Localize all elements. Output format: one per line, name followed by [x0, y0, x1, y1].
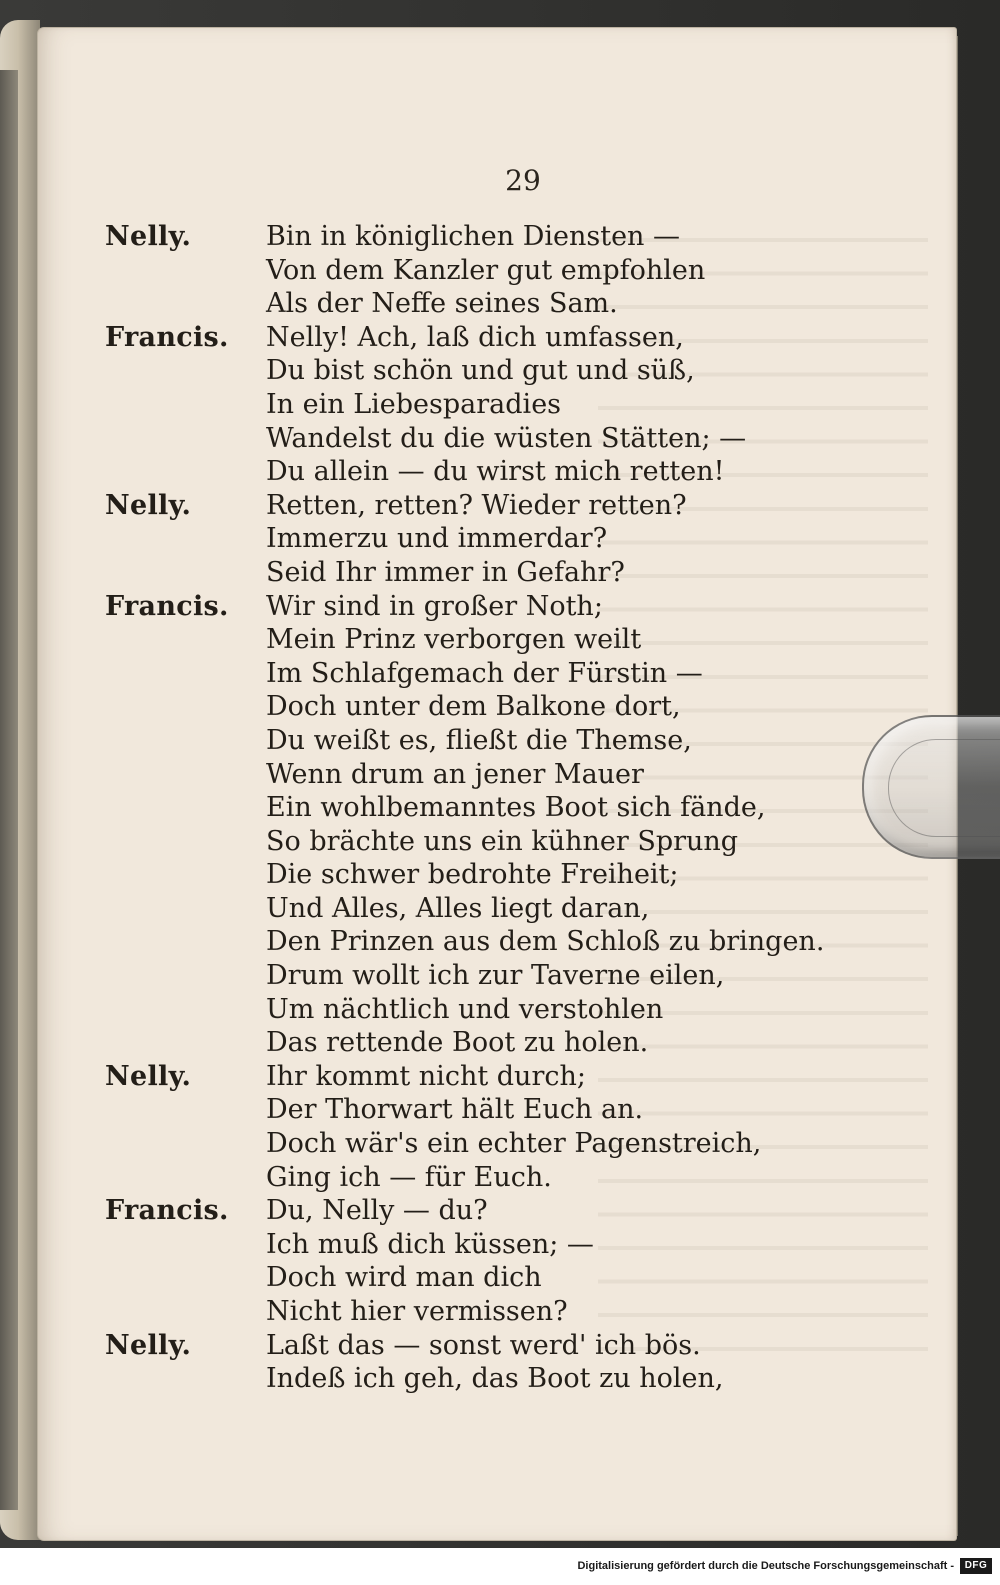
verse-line: [38, 1362, 956, 1396]
verse-line: [38, 321, 956, 355]
speaker-name: Nelly.: [105, 1060, 192, 1092]
verse-text: Als der Neffe seines Sam.: [266, 288, 618, 320]
verse-line: [38, 489, 956, 523]
funding-credit: Digitalisierung gefördert durch die Deutsche Forschungsgemeinschaft -: [577, 1560, 954, 1572]
verse-text: Den Prinzen aus dem Schloß zu bringen.: [266, 926, 825, 958]
verse-line: [38, 522, 956, 556]
speaker-name: Nelly.: [105, 489, 192, 521]
verse-line: [38, 892, 956, 926]
verse-text: Retten, retten? Wieder retten?: [266, 489, 687, 521]
verse-line: [38, 354, 956, 388]
verse-line: [38, 623, 956, 657]
page-clip-inner-edge: [888, 739, 1000, 837]
verse-text: Die schwer bedrohte Freiheit;: [266, 859, 679, 891]
verse-line: [38, 690, 956, 724]
verse-line: [38, 925, 956, 959]
verse-line: [38, 1228, 956, 1262]
verse-text: Laßt das — sonst werd' ich bös.: [266, 1329, 701, 1361]
verse-text: Wandelst du die wüsten Stätten; —: [266, 422, 747, 454]
verse-text: Doch wär's ein echter Pagenstreich,: [266, 1128, 762, 1160]
verse-text: Indeß ich geh, das Boot zu holen,: [266, 1363, 724, 1395]
book-spine-shadow: [0, 70, 18, 1510]
verse-text: Nelly! Ach, laß dich umfassen,: [266, 321, 684, 353]
verse-line: [38, 220, 956, 254]
verse-text: Das rettende Boot zu holen.: [266, 1027, 649, 1059]
verse-text: Drum wollt ich zur Taverne eilen,: [266, 960, 725, 992]
verse-text: Du weißt es, fließt die Themse,: [266, 724, 692, 756]
verse-text: Der Thorwart hält Euch an.: [266, 1094, 644, 1126]
verse-line: [38, 1261, 956, 1295]
verse-text: Immerzu und immerdar?: [266, 523, 608, 555]
verse-line: [38, 590, 956, 624]
verse-line: [38, 422, 956, 456]
book-page: [38, 28, 956, 1540]
verse-text: Um nächtlich und verstohlen: [266, 993, 664, 1025]
verse-line: [38, 993, 956, 1027]
verse-line: [38, 1026, 956, 1060]
verse-text: In ein Liebesparadies: [266, 388, 562, 420]
verse-text: Seid Ihr immer in Gefahr?: [266, 556, 625, 588]
verse-text-block: [38, 220, 956, 1396]
verse-text: Ihr kommt nicht durch;: [266, 1060, 586, 1092]
verse-text: Doch wird man dich: [266, 1262, 542, 1294]
verse-text: So brächte uns ein kühner Sprung: [266, 825, 739, 857]
page-number: 29: [505, 164, 541, 197]
verse-line: [38, 1194, 956, 1228]
verse-line: [38, 825, 956, 859]
verse-line: [38, 1093, 956, 1127]
verse-text: Wenn drum an jener Mauer: [266, 758, 644, 790]
verse-text: Ich muß dich küssen; —: [266, 1228, 594, 1260]
verse-text: Doch unter dem Balkone dort,: [266, 691, 681, 723]
verse-line: [38, 1161, 956, 1195]
verse-text: Und Alles, Alles liegt daran,: [266, 892, 650, 924]
verse-line: [38, 758, 956, 792]
verse-line: [38, 254, 956, 288]
speaker-name: Francis.: [105, 1195, 229, 1227]
verse-line: [38, 959, 956, 993]
verse-text: Ein wohlbemanntes Boot sich fände,: [266, 792, 766, 824]
verse-line: [38, 1295, 956, 1329]
verse-text: Du bist schön und gut und süß,: [266, 355, 695, 387]
verse-line: [38, 556, 956, 590]
verse-line: [38, 791, 956, 825]
verse-text: Mein Prinz verborgen weilt: [266, 624, 642, 656]
verse-text: Ging ich — für Euch.: [266, 1161, 552, 1193]
verse-line: [38, 1060, 956, 1094]
verse-line: [38, 388, 956, 422]
verse-line: [38, 858, 956, 892]
verse-text: Du, Nelly — du?: [266, 1195, 488, 1227]
verse-line: [38, 657, 956, 691]
page-clip: [862, 715, 1000, 859]
verse-line: [38, 455, 956, 489]
speaker-name: Nelly.: [105, 221, 192, 252]
verse-text: Bin in königlichen Diensten —: [266, 221, 681, 252]
verse-line: [38, 287, 956, 321]
speaker-name: Francis.: [105, 590, 229, 622]
verse-line: [38, 1329, 956, 1363]
dfg-logo: DFG: [960, 1558, 992, 1574]
verse-text: Du allein — du wirst mich retten!: [266, 456, 725, 488]
verse-text: Im Schlafgemach der Fürstin —: [266, 657, 703, 689]
verse-line: [38, 1127, 956, 1161]
verse-text: Wir sind in großer Noth;: [266, 590, 603, 622]
speaker-name: Francis.: [105, 321, 229, 353]
verse-line: [38, 724, 956, 758]
speaker-name: Nelly.: [105, 1329, 192, 1361]
verse-text: Nicht hier vermissen?: [266, 1296, 568, 1327]
verse-text: Von dem Kanzler gut empfohlen: [266, 254, 706, 286]
